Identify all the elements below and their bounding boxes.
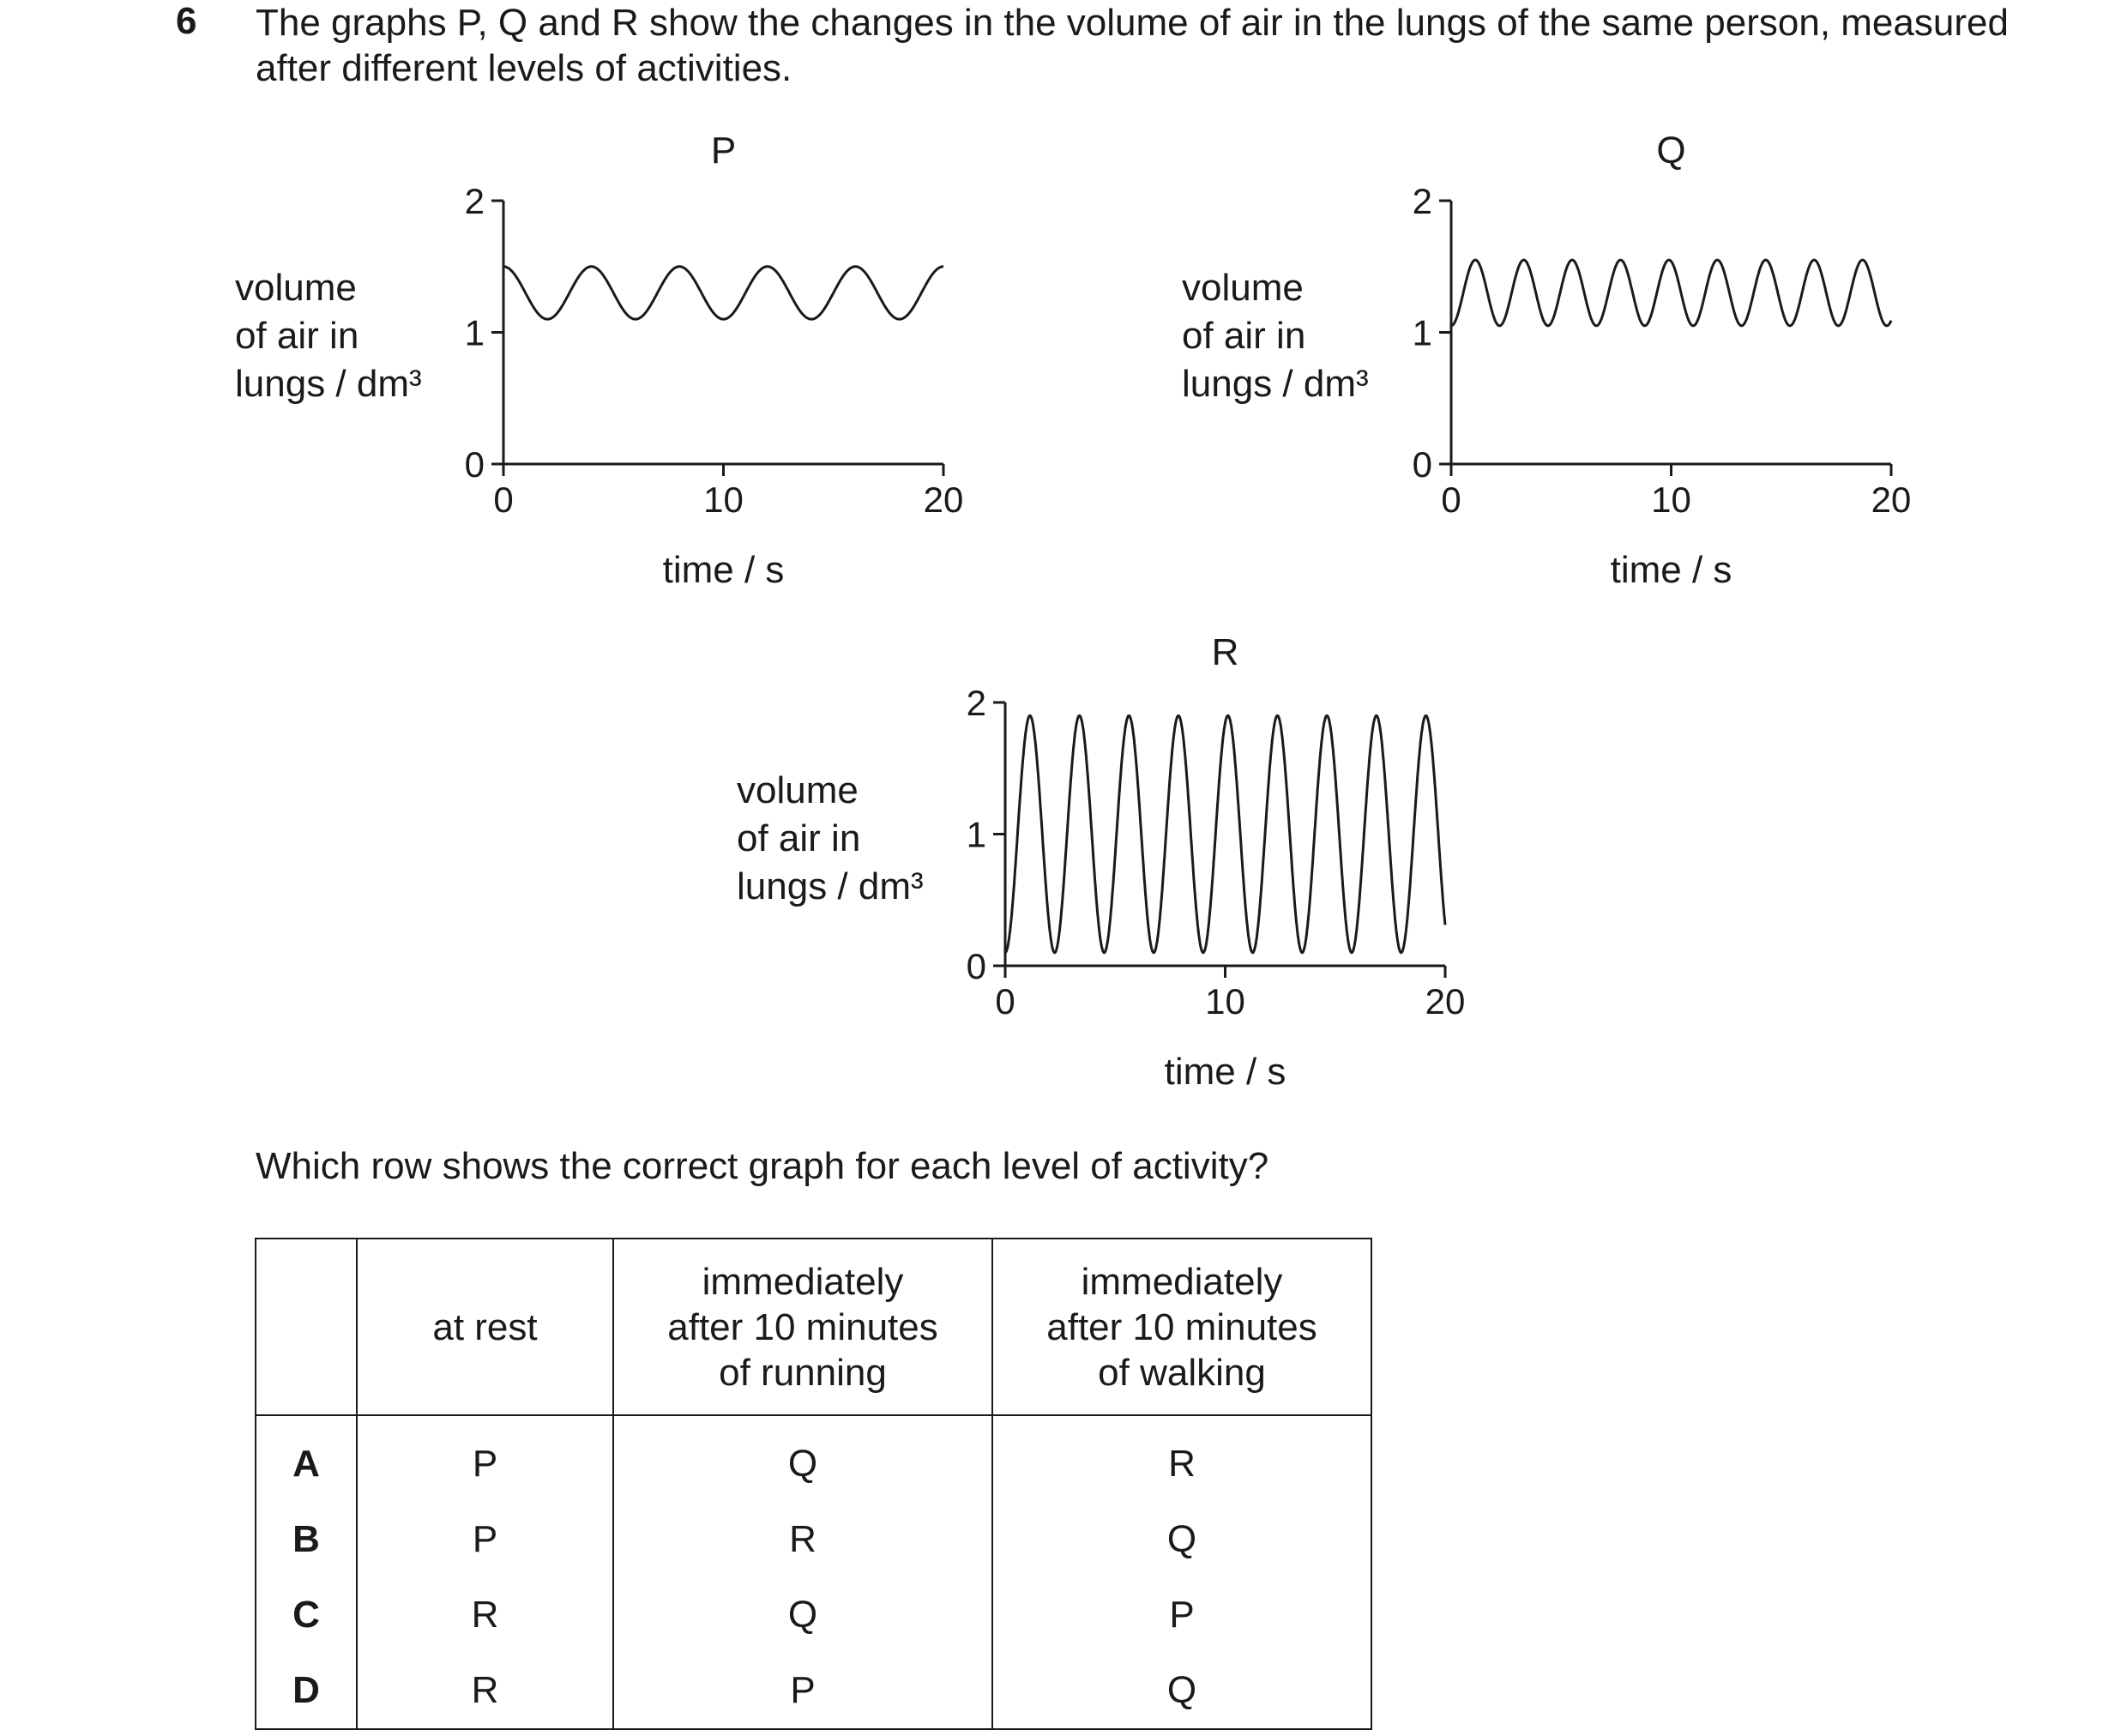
table-cell: Q (992, 1653, 1371, 1729)
x-tick-label: 20 (923, 479, 964, 520)
y-tick-label: 0 (464, 444, 485, 485)
y-tick-label: 1 (966, 814, 986, 855)
table-row (256, 1415, 1371, 1502)
x-tick-label: 0 (995, 981, 1015, 1022)
y-axis-label-line: of air in (235, 315, 359, 357)
y-tick-label: 2 (966, 683, 986, 723)
y-axis-label (1182, 264, 1369, 408)
table-cell: R (992, 1415, 1371, 1502)
question-text: The graphs P, Q and R show the changes in the volume of air in the lungs of the same person, measured after different levels of activities. (256, 2, 2009, 89)
header-at-rest (357, 1239, 613, 1415)
table-cell: Q (613, 1577, 992, 1653)
x-tick-label: 10 (703, 479, 744, 520)
breathing-curve (1005, 715, 1445, 952)
y-axis-label-line: lungs / dm³ (1182, 363, 1369, 405)
y-axis-label (235, 264, 422, 408)
breathing-curve (503, 267, 943, 319)
x-tick-label: 0 (1441, 479, 1461, 520)
table-row (256, 1577, 1371, 1653)
graph-Q (1413, 130, 1912, 591)
header-blank (256, 1239, 357, 1415)
table-cell: R (613, 1502, 992, 1577)
table-row (256, 1502, 1371, 1577)
x-tick-label: 0 (493, 479, 514, 520)
x-tick-label: 10 (1205, 981, 1245, 1022)
answer-table (255, 1238, 1372, 1730)
table-row (256, 1653, 1371, 1729)
table-cell: R (357, 1577, 613, 1653)
row-key: C (256, 1577, 357, 1653)
table-cell: R (357, 1653, 613, 1729)
graph-title: P (710, 130, 737, 172)
x-axis-label: time / s (1164, 1051, 1286, 1093)
graph-P (465, 130, 964, 591)
y-axis-label-line: of air in (1182, 315, 1306, 357)
header-line: of running (719, 1351, 887, 1394)
table-cell: P (357, 1502, 613, 1577)
x-axis-label: time / s (662, 549, 785, 591)
y-tick-label: 2 (464, 181, 485, 221)
x-tick-label: 20 (1871, 479, 1912, 520)
y-axis-label-line: volume (235, 267, 357, 309)
graph-title: R (1211, 631, 1239, 673)
graph-R (967, 631, 1466, 1093)
header-line: immediately (1081, 1260, 1283, 1303)
row-key: D (256, 1653, 357, 1729)
header-line: immediately (702, 1260, 904, 1303)
y-axis-label-line: lungs / dm³ (737, 865, 924, 907)
y-axis-label-line: volume (737, 769, 859, 811)
row-key: A (256, 1415, 357, 1502)
y-axis-label-line: lungs / dm³ (235, 363, 422, 405)
breathing-curve (1451, 260, 1891, 326)
table-cell: P (992, 1577, 1371, 1653)
header-line: at rest (432, 1305, 538, 1348)
x-axis-label: time / s (1610, 549, 1732, 591)
x-tick-label: 20 (1425, 981, 1466, 1022)
table-cell: P (357, 1415, 613, 1502)
y-tick-label: 0 (1412, 444, 1432, 485)
table-cell: P (613, 1653, 992, 1729)
question-number: 6 (176, 0, 197, 42)
x-tick-label: 10 (1651, 479, 1691, 520)
row-key: B (256, 1502, 357, 1577)
header-walking (992, 1239, 1371, 1415)
table-cell: Q (613, 1415, 992, 1502)
table-cell: Q (992, 1502, 1371, 1577)
header-line: of walking (1098, 1351, 1266, 1394)
y-tick-label: 1 (1412, 312, 1432, 353)
graph-title: Q (1656, 130, 1686, 172)
y-axis-label (737, 767, 924, 911)
y-tick-label: 2 (1412, 181, 1432, 221)
question-prompt: Which row shows the correct graph for each level of activity? (256, 1145, 1269, 1187)
y-axis-label-line: of air in (737, 817, 861, 859)
y-tick-label: 1 (464, 312, 485, 353)
y-axis-label-line: volume (1182, 267, 1304, 309)
header-line: after 10 minutes (667, 1305, 938, 1348)
header-running (613, 1239, 992, 1415)
header-line: after 10 minutes (1046, 1305, 1317, 1348)
y-tick-label: 0 (966, 946, 986, 986)
